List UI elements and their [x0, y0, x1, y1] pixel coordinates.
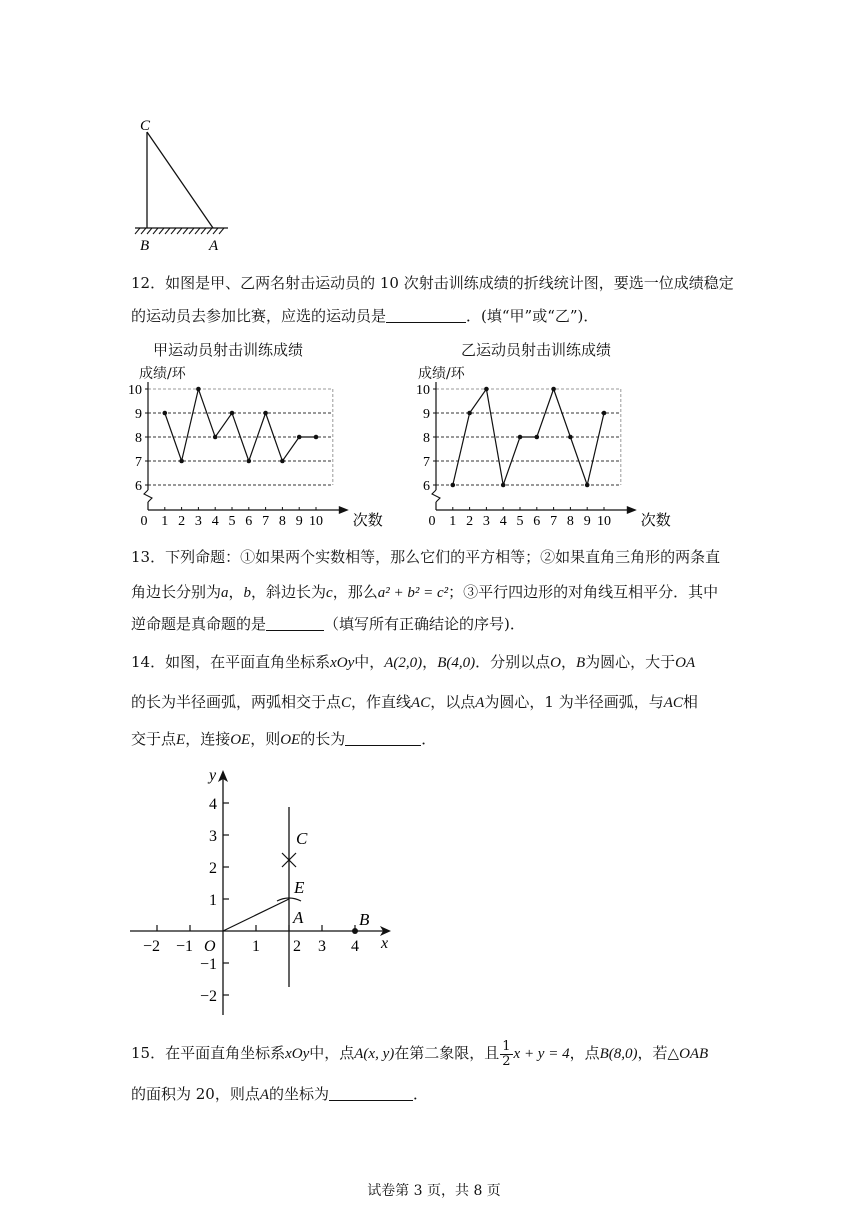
data-point — [247, 459, 252, 464]
y-tick: −2 — [200, 988, 218, 1005]
q13-line3: 逆命题是真命题的是 （填写所有正确结论的序号)． — [131, 615, 525, 633]
x-tick-label: 4 — [211, 514, 219, 529]
origin-label: O — [204, 938, 216, 955]
x-tick-label: 5 — [228, 514, 236, 529]
x-tick-label: 0 — [140, 514, 148, 529]
data-point — [518, 435, 523, 440]
x-tick-label: 3 — [194, 514, 202, 529]
y-tick-label: 7 — [423, 455, 430, 470]
y-tick: 4 — [209, 796, 217, 813]
q14-line1: 14．如图，在平面直角坐标系xOy中，A(2,0)，B(4,0)．分别以点O，B为圆心，大于OA — [131, 653, 696, 671]
data-point — [467, 411, 472, 416]
x-tick-label: 6 — [245, 514, 253, 529]
x-tick: 1 — [252, 938, 260, 955]
y-tick-label: 10 — [128, 383, 142, 398]
x-tick-label: 2 — [466, 514, 474, 529]
x-tick: 4 — [351, 938, 359, 955]
x-tick-label: 0 — [428, 514, 436, 529]
page-footer: 试卷第 3 页，共 8 页 — [367, 1183, 501, 1199]
data-point — [213, 435, 218, 440]
x-tick-label: 8 — [566, 514, 574, 529]
axis-break — [432, 490, 440, 502]
data-point — [280, 459, 285, 464]
data-point — [551, 387, 556, 392]
q12-answer-blank — [386, 306, 466, 323]
q13-answer-blank — [266, 614, 324, 631]
x-tick-label: 10 — [309, 514, 323, 529]
chart-jia — [125, 380, 385, 530]
x-axis-label: 次数 — [640, 513, 671, 529]
y-tick: 3 — [209, 828, 217, 845]
chart1-ylabel: 成绩/环 — [139, 366, 186, 382]
x-tick-label: 3 — [482, 514, 490, 529]
x-tick: −2 — [143, 938, 161, 955]
y-tick: 1 — [209, 892, 217, 909]
data-point — [568, 435, 573, 440]
q12-line1: 12．如图是甲、乙两名射击运动员的 10 次射击训练成绩的折线统计图，要选一位成绩稳定 — [131, 274, 734, 292]
x-tick-label: 1 — [449, 514, 457, 529]
y-tick-label: 8 — [135, 431, 142, 446]
x-axis-arrow — [339, 506, 349, 514]
y-axis-label: y — [209, 767, 217, 784]
y-tick: 2 — [209, 860, 217, 877]
x-tick-label: 10 — [597, 514, 611, 529]
data-point — [263, 411, 268, 416]
x-tick-label: 8 — [278, 514, 286, 529]
x-tick-label: 9 — [295, 514, 303, 529]
q13-line1: 13．下列命题：①如果两个实数相等，那么它们的平方相等；②如果直角三角形的两条直 — [131, 548, 721, 566]
coordinate-figure — [125, 760, 405, 1025]
x-tick-label: 7 — [262, 514, 270, 529]
fraction: $\frac{1}{2}$ — [502, 1038, 511, 1069]
chart-yi — [413, 380, 673, 530]
data-point — [484, 387, 489, 392]
chart2-title: 乙运动员射击训练成绩 — [461, 341, 612, 359]
q15-answer-blank — [329, 1084, 413, 1101]
data-point — [297, 435, 302, 440]
x-tick: 3 — [318, 938, 326, 955]
y-tick: −1 — [200, 956, 218, 973]
label-b: B — [140, 238, 150, 254]
x-tick-label: 9 — [583, 514, 591, 529]
x-tick-label: 4 — [499, 514, 507, 529]
series-line — [165, 389, 316, 461]
data-point — [196, 387, 201, 392]
q13-line2: 角边长分别为a，b，斜边长为c，那么a² + b² = c²；③平行四边形的对角线互相平分．其中 — [131, 583, 719, 601]
x-tick-label: 7 — [550, 514, 558, 529]
q14-answer-blank — [345, 729, 421, 746]
label-c: C — [140, 118, 151, 134]
y-tick-label: 6 — [423, 479, 430, 494]
chart2-ylabel: 成绩/环 — [418, 366, 465, 382]
x-axis-label: x — [381, 935, 389, 952]
label-c: C — [296, 829, 308, 848]
chart1-title: 甲运动员射击训练成绩 — [153, 341, 304, 359]
data-point — [230, 411, 235, 416]
q15-line2: 的面积为 20，则点A的坐标为 ． — [131, 1085, 429, 1103]
label-a: A — [293, 908, 304, 927]
x-tick-label: 2 — [178, 514, 186, 529]
data-point — [179, 459, 184, 464]
q14-line2: 的长为半径画弧，两弧相交于点C，作直线AC，以点A为圆心，1 为半径画弧，与AC相 — [131, 693, 698, 711]
y-tick-label: 6 — [135, 479, 142, 494]
q14-line3: 交于点E，连接OE，则OE的长为 ． — [131, 730, 437, 748]
q12-line2: 的运动员去参加比赛，应选的运动员是 ．(填“甲”或“乙”)． — [131, 307, 599, 325]
y-tick-label: 9 — [423, 407, 430, 422]
q15-line1: 15．在平面直角坐标系xOy中，点A(x, y)在第二象限，且 $\frac{1}{2}$ x + y = 4，点B(8,0)，若△OAB — [131, 1038, 709, 1069]
y-tick-label: 8 — [423, 431, 430, 446]
x-tick-label: 5 — [516, 514, 524, 529]
x-tick-label: 1 — [161, 514, 169, 529]
data-point — [535, 435, 540, 440]
axis-break — [144, 490, 152, 502]
data-point — [163, 411, 168, 416]
data-point — [451, 483, 456, 488]
data-point — [602, 411, 607, 416]
data-point — [314, 435, 319, 440]
y-tick-label: 9 — [135, 407, 142, 422]
q13-formula: a² + b² = c² — [377, 585, 449, 601]
y-tick-label: 7 — [135, 455, 142, 470]
data-point — [585, 483, 590, 488]
x-tick: −1 — [176, 938, 194, 955]
x-tick-label: 6 — [533, 514, 541, 529]
label-e: E — [294, 878, 305, 897]
label-b: B — [359, 910, 370, 929]
triangle-figure — [125, 110, 235, 255]
x-axis-label: 次数 — [352, 513, 383, 529]
x-tick: 2 — [293, 938, 301, 955]
x-axis-arrow — [627, 506, 637, 514]
label-a: A — [209, 238, 219, 254]
data-point — [501, 483, 506, 488]
point-b — [352, 928, 358, 934]
y-tick-label: 10 — [416, 383, 430, 398]
